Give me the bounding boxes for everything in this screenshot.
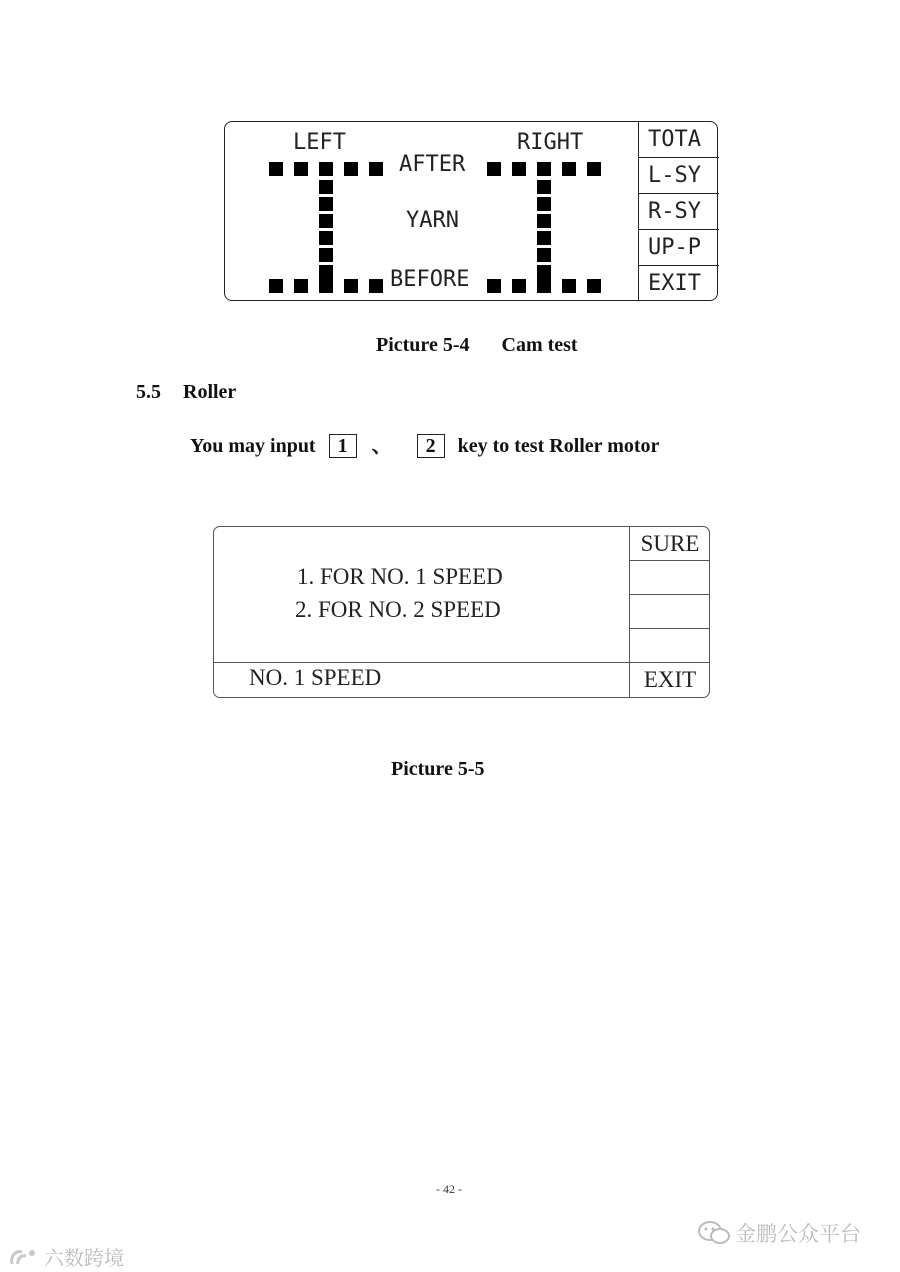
watermark-right <box>697 1218 861 1248</box>
section-heading <box>136 381 236 404</box>
status-divider <box>214 662 629 663</box>
section-number: 5.5 <box>136 381 161 403</box>
menu-r-sy: R-SY <box>639 194 719 230</box>
cam-test-menu <box>638 122 719 300</box>
right-label: RIGHT <box>517 130 584 155</box>
menu-sure: SURE <box>630 527 710 561</box>
figure1-caption-number: Picture 5-4 <box>376 334 470 356</box>
key-2-box: 2 <box>417 434 445 458</box>
watermark-right-text: 金鹏公众平台 <box>735 1222 861 1246</box>
menu-exit-2: EXIT <box>643 667 697 692</box>
menu-blank-1 <box>630 561 710 595</box>
menu-up-p: UP-P <box>639 230 719 266</box>
instruction-separator: 、 <box>371 435 392 457</box>
watermark-left-text: 六数跨境 <box>44 1246 124 1270</box>
roller-test-screen <box>213 526 710 698</box>
after-label: AFTER <box>399 152 466 177</box>
speed-option-2: 2. FOR NO. 2 SPEED <box>295 597 501 622</box>
figure1-caption <box>376 334 578 357</box>
menu-blank-2 <box>630 595 710 629</box>
menu-exit: EXIT <box>648 271 701 296</box>
roller-menu <box>629 527 710 697</box>
section-title: Roller <box>183 381 237 403</box>
left-label: LEFT <box>293 130 346 155</box>
cam-test-screen <box>224 121 718 301</box>
figure1-caption-title: Cam test <box>501 334 578 356</box>
key-1-box: 1 <box>329 434 357 458</box>
before-label: BEFORE <box>390 267 470 292</box>
menu-l-sy: L-SY <box>639 158 719 194</box>
speed-option-1: 1. FOR NO. 1 SPEED <box>297 564 503 589</box>
figure2-caption: Picture 5-5 <box>391 758 485 780</box>
status-text: NO. 1 SPEED <box>249 665 382 690</box>
instruction-line <box>190 429 659 458</box>
menu-tota: TOTA <box>639 122 719 158</box>
wechat-icon <box>697 1219 731 1247</box>
yarn-label: YARN <box>406 208 459 233</box>
menu-blank-3 <box>630 629 710 663</box>
instruction-prefix: You may input <box>190 435 316 457</box>
watermark-logo-icon <box>8 1246 40 1268</box>
watermark-left <box>8 1242 124 1271</box>
page-number: - 42 - <box>436 1182 462 1196</box>
instruction-suffix: key to test Roller motor <box>457 435 660 457</box>
